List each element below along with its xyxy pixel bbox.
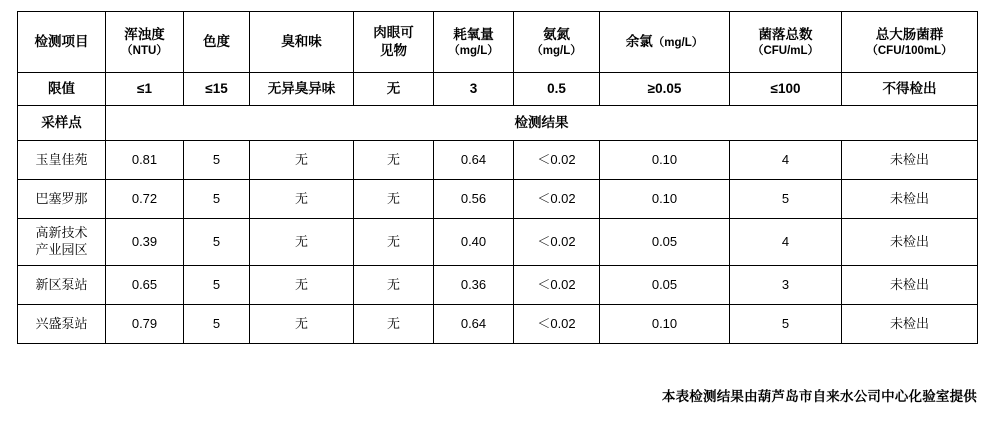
row-residual-chlorine: 0.10 xyxy=(600,180,730,219)
water-quality-table xyxy=(17,11,978,344)
row-colony-count: 3 xyxy=(730,266,842,305)
row-colony-count: 4 xyxy=(730,219,842,266)
row-residual-chlorine: 0.05 xyxy=(600,266,730,305)
row-total-coliform: 未检出 xyxy=(842,141,978,180)
row-visible-matter: 无 xyxy=(354,141,434,180)
table-row xyxy=(18,305,978,344)
limit-residual-chlorine: ≥0.05 xyxy=(600,73,730,106)
row-odor: 无 xyxy=(250,266,354,305)
header-cell-oxygen-consumption xyxy=(434,12,514,73)
row-colony-count: 4 xyxy=(730,141,842,180)
row-total-coliform: 未检出 xyxy=(842,305,978,344)
header-cell-colony-count xyxy=(730,12,842,73)
row-oxygen-consumption: 0.64 xyxy=(434,305,514,344)
row-turbidity: 0.79 xyxy=(106,305,184,344)
row-ammonia-nitrogen: ＜0.02 xyxy=(514,305,600,344)
limit-total-coliform: 不得检出 xyxy=(842,73,978,106)
row-site: 玉皇佳苑 xyxy=(18,141,106,180)
row-site xyxy=(18,219,106,266)
sample-point-label: 采样点 xyxy=(18,106,106,141)
row-turbidity: 0.65 xyxy=(106,266,184,305)
row-oxygen-consumption: 0.56 xyxy=(434,180,514,219)
header-name-chromaticity: 色度 xyxy=(203,34,230,50)
row-chromaticity: 5 xyxy=(184,180,250,219)
row-site: 新区泵站 xyxy=(18,266,106,305)
table-header-row xyxy=(18,12,978,73)
row-site-line1: 高新技术 xyxy=(35,225,88,241)
row-oxygen-consumption: 0.64 xyxy=(434,141,514,180)
row-odor: 无 xyxy=(250,219,354,266)
table-row xyxy=(18,141,978,180)
table-row xyxy=(18,180,978,219)
row-total-coliform: 未检出 xyxy=(842,180,978,219)
header-cell-ammonia-nitrogen xyxy=(514,12,600,73)
table-row xyxy=(18,266,978,305)
sample-header-row xyxy=(18,106,978,141)
row-oxygen-consumption: 0.36 xyxy=(434,266,514,305)
row-chromaticity: 5 xyxy=(184,266,250,305)
row-turbidity: 0.39 xyxy=(106,219,184,266)
header-name-turbidity: 浑浊度 xyxy=(124,27,165,43)
limit-row xyxy=(18,73,978,106)
header-cell-total-coliform xyxy=(842,12,978,73)
limit-ammonia-nitrogen: 0.5 xyxy=(514,73,600,106)
header-unit-turbidity: （NTU） xyxy=(121,44,168,57)
footnote: 本表检测结果由葫芦岛市自来水公司中心化验室提供 xyxy=(661,389,977,404)
header-unit-colony-count: （CFU/mL） xyxy=(751,44,820,57)
row-residual-chlorine: 0.10 xyxy=(600,141,730,180)
header-cell-visible-matter xyxy=(354,12,434,73)
header-unit-ammonia-nitrogen: （mg/L） xyxy=(531,44,582,57)
row-chromaticity: 5 xyxy=(184,305,250,344)
row-ammonia-nitrogen: ＜0.02 xyxy=(514,141,600,180)
header-name-colony-count: 菌落总数 xyxy=(758,27,813,43)
header-name-visible-matter-line1: 肉眼可 xyxy=(373,25,414,41)
header-unit-oxygen-consumption: （mg/L） xyxy=(448,44,499,57)
header-name-residual-chlorine: 余氯 xyxy=(625,33,653,49)
header-cell-item: 检测项目 xyxy=(18,12,106,73)
row-site: 兴盛泵站 xyxy=(18,305,106,344)
header-cell-odor xyxy=(250,12,354,73)
header-unit-total-coliform: （CFU/100mL） xyxy=(866,44,953,57)
header-name-total-coliform: 总大肠菌群 xyxy=(875,27,944,43)
row-site: 巴塞罗那 xyxy=(18,180,106,219)
row-colony-count: 5 xyxy=(730,180,842,219)
header-cell-turbidity xyxy=(106,12,184,73)
row-turbidity: 0.72 xyxy=(106,180,184,219)
header-name-oxygen-consumption: 耗氧量 xyxy=(453,27,494,43)
row-residual-chlorine: 0.05 xyxy=(600,219,730,266)
row-odor: 无 xyxy=(250,180,354,219)
row-visible-matter: 无 xyxy=(354,219,434,266)
limit-chromaticity: ≤15 xyxy=(184,73,250,106)
limit-oxygen-consumption: 3 xyxy=(434,73,514,106)
water-quality-report xyxy=(17,11,977,344)
row-turbidity: 0.81 xyxy=(106,141,184,180)
header-name-ammonia-nitrogen: 氨氮 xyxy=(543,27,570,43)
row-site-line2: 产业园区 xyxy=(35,242,88,257)
limit-turbidity: ≤1 xyxy=(106,73,184,106)
row-chromaticity: 5 xyxy=(184,219,250,266)
row-oxygen-consumption: 0.40 xyxy=(434,219,514,266)
limit-colony-count: ≤100 xyxy=(730,73,842,106)
row-visible-matter: 无 xyxy=(354,180,434,219)
limit-odor: 无异臭异味 xyxy=(250,73,354,106)
row-total-coliform: 未检出 xyxy=(842,266,978,305)
row-ammonia-nitrogen: ＜0.02 xyxy=(514,266,600,305)
row-colony-count: 5 xyxy=(730,305,842,344)
table-row xyxy=(18,219,978,266)
row-chromaticity: 5 xyxy=(184,141,250,180)
row-residual-chlorine: 0.10 xyxy=(600,305,730,344)
limit-row-label: 限值 xyxy=(18,73,106,106)
header-cell-chromaticity xyxy=(184,12,250,73)
header-name-odor: 臭和味 xyxy=(281,34,322,50)
header-unit-residual-chlorine: （mg/L） xyxy=(652,36,704,49)
result-label: 检测结果 xyxy=(106,106,978,141)
row-visible-matter: 无 xyxy=(354,266,434,305)
header-cell-residual-chlorine xyxy=(600,12,730,73)
row-total-coliform: 未检出 xyxy=(842,219,978,266)
row-odor: 无 xyxy=(250,305,354,344)
header-name-visible-matter-line2: 见物 xyxy=(380,43,407,58)
row-odor: 无 xyxy=(250,141,354,180)
row-visible-matter: 无 xyxy=(354,305,434,344)
limit-visible-matter: 无 xyxy=(354,73,434,106)
row-ammonia-nitrogen: ＜0.02 xyxy=(514,180,600,219)
row-ammonia-nitrogen: ＜0.02 xyxy=(514,219,600,266)
